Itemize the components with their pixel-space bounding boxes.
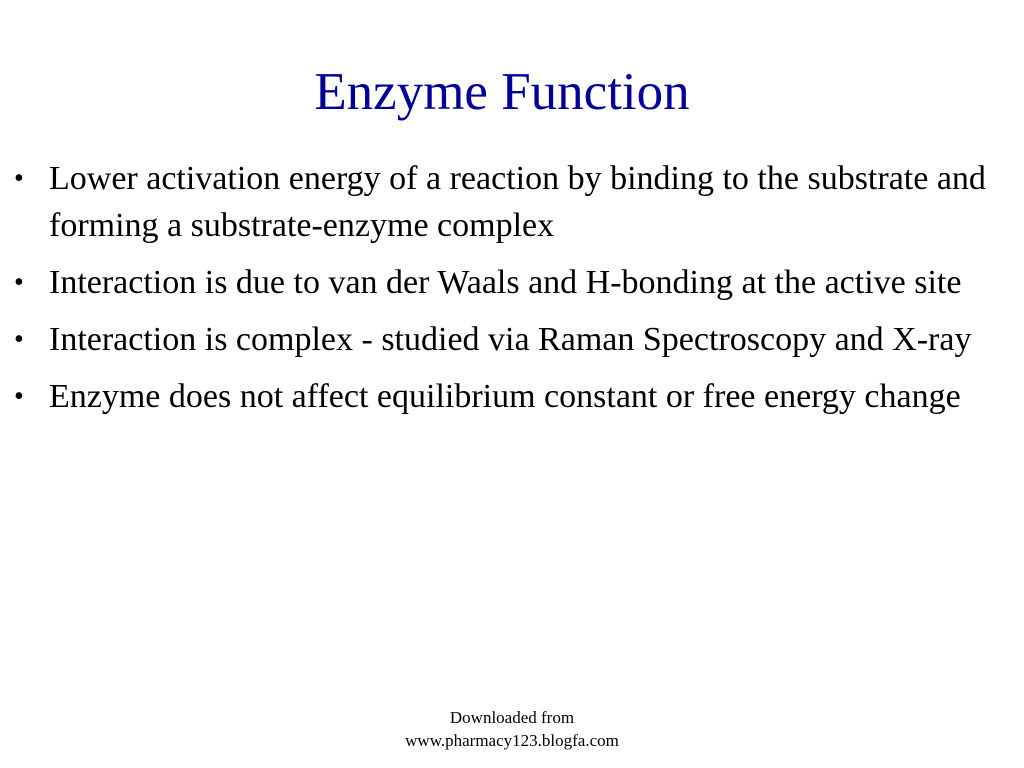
footer-url: www.pharmacy123.blogfa.com bbox=[405, 731, 619, 750]
bullet-item bbox=[14, 316, 1004, 363]
bullet-list bbox=[14, 155, 1004, 430]
bullet-dot-icon: • bbox=[14, 163, 24, 194]
bullet-text: Interaction is due to van der Waals and H-bonding at the active site bbox=[49, 264, 962, 301]
bullet-text: Lower activation energy of a reaction by binding to the substrate and forming a substrate-enzyme complex bbox=[49, 160, 986, 244]
bullet-text: Interaction is complex - studied via Raman Spectroscopy and X-ray bbox=[49, 321, 972, 358]
bullet-dot-icon: • bbox=[14, 267, 24, 298]
bullet-dot-icon: • bbox=[14, 381, 24, 412]
bullet-dot-icon: • bbox=[14, 324, 24, 355]
bullet-item bbox=[14, 155, 1004, 249]
slide-title: Enzyme Function bbox=[314, 63, 690, 121]
bullet-item bbox=[14, 373, 1004, 420]
footer-credit bbox=[362, 706, 662, 752]
bullet-text: Enzyme does not affect equilibrium constant or free energy change bbox=[49, 378, 961, 415]
footer-line-1: Downloaded from bbox=[449, 708, 575, 727]
bullet-item bbox=[14, 259, 1004, 306]
